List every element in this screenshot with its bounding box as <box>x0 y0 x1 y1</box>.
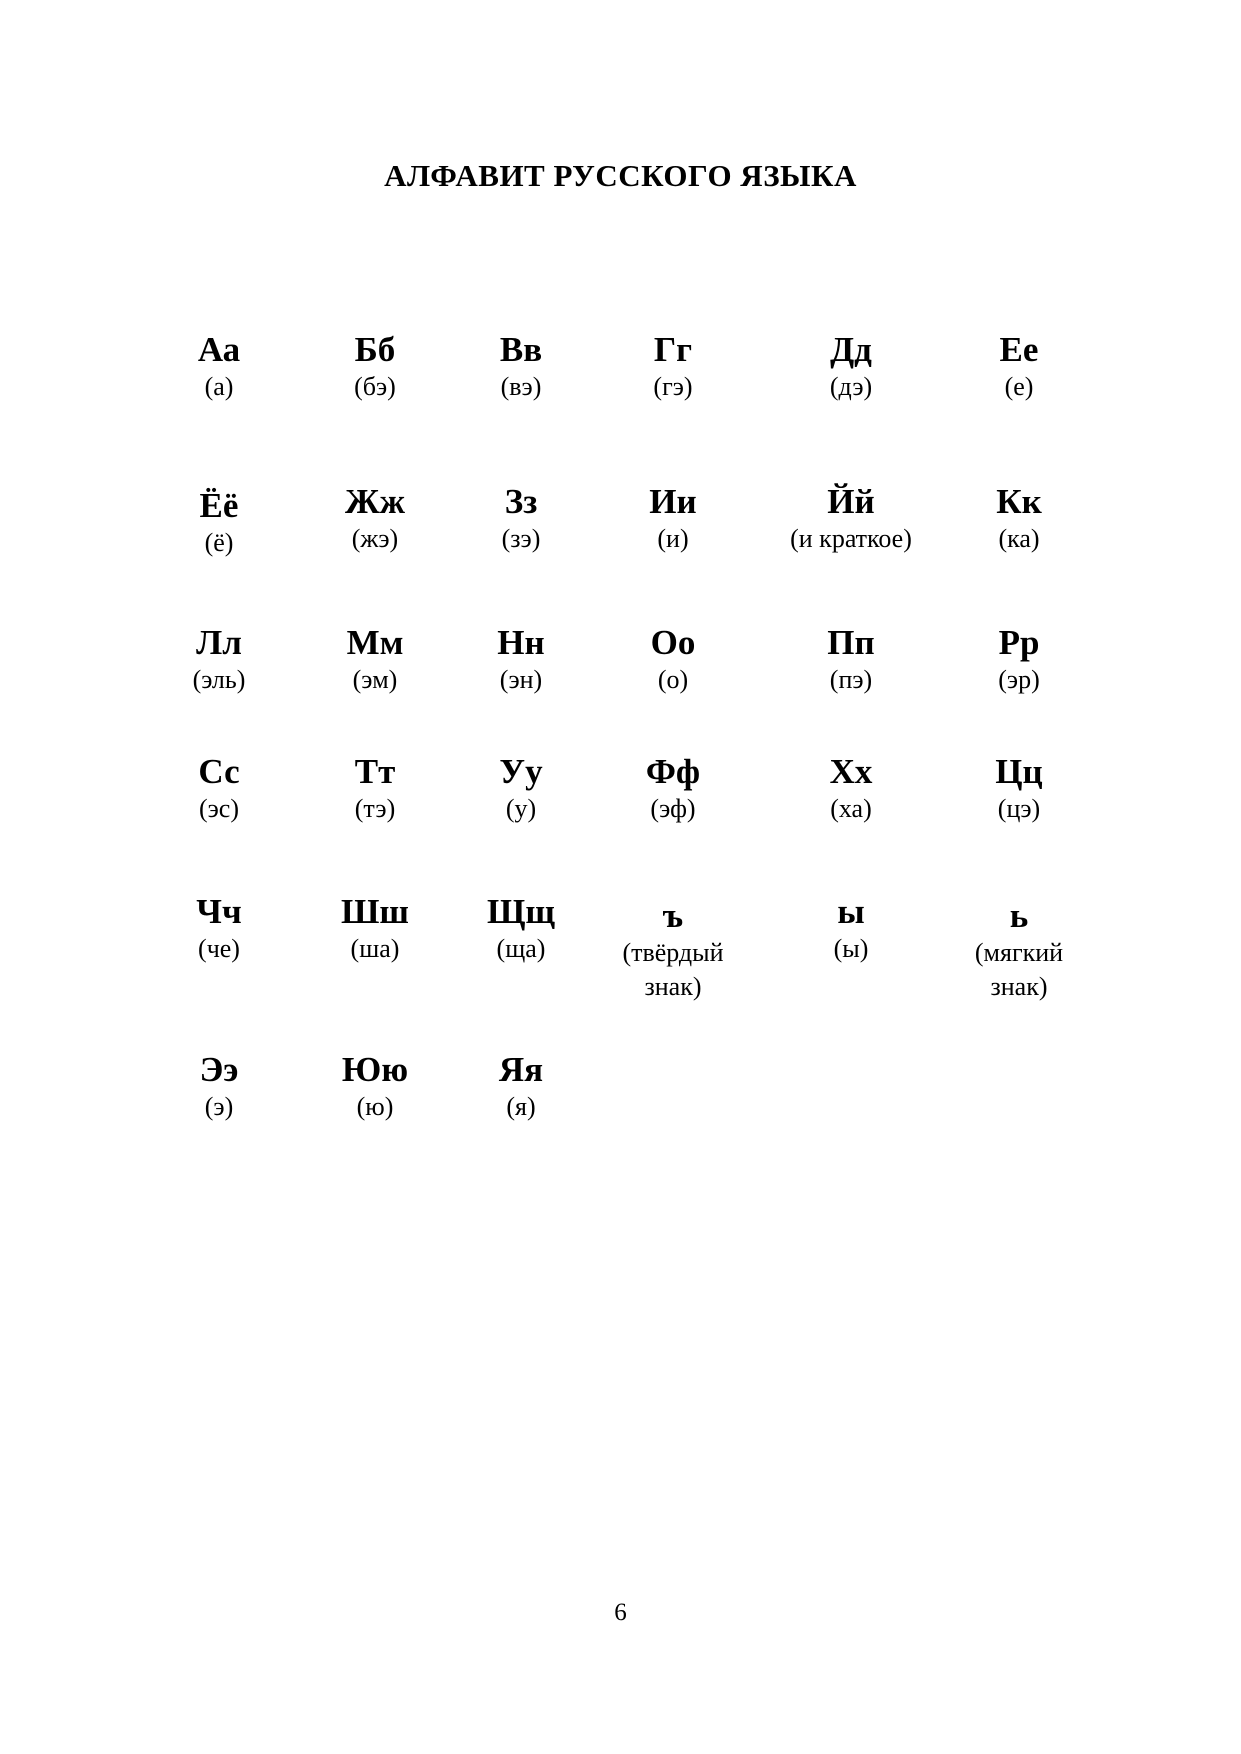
letter-name: (эр) <box>998 665 1040 694</box>
letter-glyph: Жж <box>345 482 405 521</box>
letter-name: (ща) <box>496 934 546 963</box>
letter-cell <box>919 892 1119 1004</box>
letter-name: (е) <box>1004 372 1034 401</box>
letter-glyph: Дд <box>830 330 872 369</box>
letter-glyph: Оо <box>650 623 696 662</box>
letter-name: (о) <box>657 665 689 694</box>
letter-name: (гэ) <box>653 372 693 401</box>
letter-glyph: Гг <box>653 330 693 369</box>
letter-name: (че) <box>198 934 240 963</box>
letter-name: (ы) <box>833 934 869 963</box>
letter-name: (ка) <box>998 524 1040 553</box>
letter-glyph: Юю <box>341 1050 409 1089</box>
letter-glyph: Шш <box>341 892 409 931</box>
letter-glyph: Сс <box>198 752 240 791</box>
letter-glyph: Чч <box>196 892 242 931</box>
letter-name: (и краткое) <box>790 524 912 553</box>
letter-cell <box>573 330 773 404</box>
letter-glyph: Фф <box>645 752 701 791</box>
letter-name: (цэ) <box>997 794 1041 823</box>
letter-cell <box>573 892 773 1004</box>
letter-name: (жэ) <box>351 524 399 553</box>
letter-glyph: Йй <box>827 482 875 521</box>
letter-glyph: ъ <box>662 896 684 935</box>
letter-glyph: Вв <box>499 330 543 369</box>
letter-cell <box>573 482 773 556</box>
letter-name: (эн) <box>499 665 543 694</box>
letter-name: (эль) <box>192 665 246 694</box>
letter-name: (ха) <box>830 794 872 823</box>
letter-glyph: Яя <box>498 1050 544 1089</box>
letter-glyph: ь <box>1009 896 1029 935</box>
letter-name: (тэ) <box>354 794 396 823</box>
letter-glyph: Лл <box>196 623 242 662</box>
letter-name: (эм) <box>352 665 398 694</box>
letter-cell <box>919 330 1119 404</box>
letter-glyph: Аа <box>197 330 241 369</box>
letter-glyph: Цц <box>995 752 1043 791</box>
letter-cell <box>573 623 773 697</box>
letter-glyph: Ии <box>649 482 697 521</box>
letter-name: (мягкий знак) <box>974 938 1064 1001</box>
letter-name: (вэ) <box>500 372 542 401</box>
letter-cell <box>919 482 1119 556</box>
letter-name: (зэ) <box>501 524 541 553</box>
letter-name: (а) <box>204 372 234 401</box>
letter-glyph: Ее <box>999 330 1039 369</box>
letter-name: (твёрдый знак) <box>622 938 724 1001</box>
letter-name: (ша) <box>350 934 400 963</box>
letter-glyph: Нн <box>497 623 545 662</box>
letter-glyph: Хх <box>829 752 873 791</box>
letter-name: (э) <box>204 1092 234 1121</box>
letter-glyph: Пп <box>827 623 875 662</box>
letter-cell <box>919 623 1119 697</box>
letter-name: (эф) <box>650 794 696 823</box>
letter-glyph: Уу <box>499 752 543 791</box>
letter-glyph: ы <box>837 892 865 931</box>
letter-glyph: Бб <box>354 330 396 369</box>
letter-glyph: Мм <box>346 623 404 662</box>
letter-glyph: Зз <box>504 482 538 521</box>
letter-cell <box>421 1050 621 1124</box>
letter-name: (и) <box>657 524 689 553</box>
letter-name: (бэ) <box>354 372 396 401</box>
letter-name: (ю) <box>356 1092 394 1121</box>
letter-name: (ё) <box>204 528 234 557</box>
letter-name: (пэ) <box>829 665 873 694</box>
letter-name: (я) <box>506 1092 536 1121</box>
letter-glyph: Ээ <box>199 1050 239 1089</box>
letter-glyph: Тт <box>354 752 396 791</box>
letter-name: (дэ) <box>829 372 873 401</box>
letter-glyph: Рр <box>998 623 1040 662</box>
letter-glyph: Кк <box>996 482 1042 521</box>
page-title: АЛФАВИТ РУССКОГО ЯЗЫКА <box>384 158 857 193</box>
letter-cell <box>573 752 773 826</box>
letter-glyph: Щщ <box>487 892 555 931</box>
page-number: 6 <box>614 1599 627 1626</box>
letter-name: (эс) <box>198 794 239 823</box>
letter-glyph: Ёё <box>199 486 239 525</box>
letter-name: (у) <box>505 794 537 823</box>
letter-cell <box>919 752 1119 826</box>
